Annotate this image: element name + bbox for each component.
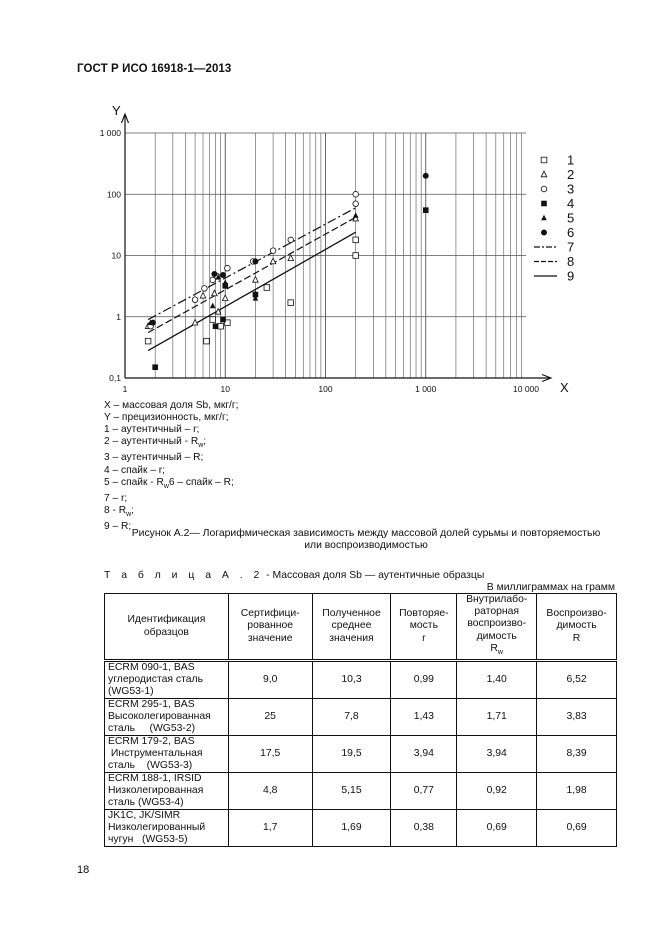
table-row	[105, 699, 617, 736]
chart-axes	[122, 114, 552, 382]
chart-legend	[534, 153, 574, 284]
document-header: ГОСТ Р ИСО 16918-1—2013	[77, 63, 232, 75]
x-axis-label: X	[560, 380, 569, 395]
reproducibility-value: 3,83	[537, 699, 617, 736]
sample-id-cell: ECRM 188-1, IRSID Низколегированная сталь (WG53-4)	[105, 773, 229, 810]
data-point-series-5	[210, 303, 216, 309]
reproducibility-value: 8,39	[537, 736, 617, 773]
header-certified: Сертифици- рованное значение	[228, 594, 312, 661]
data-point-series-1	[353, 237, 359, 243]
mean-value: 10,3	[312, 661, 391, 699]
y-tick-label: 1 000	[99, 128, 121, 138]
legend-label-5: 5	[567, 210, 575, 226]
page-number: 18	[77, 864, 90, 876]
certified-value: 9,0	[228, 661, 312, 699]
note-3: 3 – аутентичный – R;	[104, 452, 204, 464]
sample-id-cell: ECRM 090-1, BAS углеродистая сталь (WG53-1)	[105, 661, 229, 699]
repeatability-value: 0,77	[391, 773, 457, 810]
data-table	[104, 593, 617, 847]
table-caption-text: - Массовая доля Sb — аутентичные образцы	[263, 570, 485, 581]
data-point-series-4	[220, 317, 226, 323]
legend-label-1: 1	[567, 152, 575, 168]
data-point-series-1	[353, 253, 359, 259]
y-tick-label: 10	[111, 250, 121, 261]
x-tick-label: 1 000	[415, 384, 437, 394]
legend-marker-5	[541, 215, 547, 221]
reproducibility-value: 1,98	[537, 773, 617, 810]
mean-value: 1,69	[312, 810, 391, 847]
header-reproducibility: Воспроизво- димость R	[537, 594, 617, 661]
note-7: 7 – r;	[104, 492, 128, 504]
data-point-series-2	[253, 277, 259, 283]
table-row	[105, 810, 617, 847]
data-point-series-6	[220, 272, 226, 278]
data-point-series-3	[288, 237, 294, 243]
data-point-series-1	[288, 300, 294, 306]
mean-value: 7,8	[312, 699, 391, 736]
table-units: В миллиграммах на грамм	[486, 582, 615, 593]
table-body	[105, 661, 617, 847]
data-point-series-6	[252, 258, 258, 264]
intralab-value: 1,71	[457, 699, 537, 736]
chart-grid	[125, 133, 526, 378]
y-tick-label: 100	[106, 189, 121, 200]
data-point-series-6	[150, 320, 156, 326]
data-point-series-5	[222, 279, 228, 285]
chart-fit-lines	[148, 208, 356, 351]
mean-value: 5,15	[312, 773, 391, 810]
sample-id-cell: ECRM 295-1, BAS Высоколегированная сталь (WG53-2)	[105, 699, 229, 736]
repeatability-value: 3,94	[391, 736, 457, 773]
table-header-row	[105, 594, 617, 661]
x-tick-label: 1	[122, 384, 128, 394]
x-tick-label: 10 000	[513, 384, 539, 394]
table-row	[105, 773, 617, 810]
data-point-series-3	[202, 286, 208, 292]
x-tick-label: 100	[318, 384, 333, 394]
table-row	[105, 661, 617, 699]
data-point-series-2	[270, 258, 276, 264]
data-point-series-2	[200, 292, 206, 298]
figure-caption	[96, 528, 636, 553]
certified-value: 4,8	[228, 773, 312, 810]
header-mean: Полученное среднее значения	[312, 594, 391, 661]
certified-value: 17,5	[228, 736, 312, 773]
figure-notes	[104, 400, 238, 533]
sample-id-cell: JK1C, JK/SIMR Низколегированный чугун (WG53-5)	[105, 810, 229, 847]
data-point-series-4	[213, 323, 219, 329]
note-5: 5 – спайк - $R_w6$ – спайк – R;	[104, 476, 234, 490]
data-point-series-4	[423, 207, 429, 213]
note-y: Y – прецизионность, мкг/г;	[104, 412, 229, 424]
legend-marker-3	[541, 186, 547, 192]
repeatability-value: 0,38	[391, 810, 457, 847]
data-point-series-5	[353, 212, 359, 218]
data-point-series-2	[222, 295, 228, 301]
header-sample-id: Идентификация образцов	[105, 594, 229, 661]
table-title	[104, 570, 484, 581]
data-point-series-1	[218, 323, 224, 329]
header-intralab-reproducibility: Внутрилабо- раторная воспроизво- димость $R_w$	[457, 594, 537, 661]
legend-label-8: 8	[567, 254, 575, 269]
note-4: 4 – спайк – r;	[104, 464, 165, 476]
data-point-series-3	[353, 201, 359, 207]
y-tick-label: 0,1	[109, 373, 121, 383]
intralab-value: 1,40	[457, 661, 537, 699]
data-point-series-1	[210, 317, 216, 323]
data-point-series-1	[264, 285, 270, 291]
data-point-series-3	[353, 191, 359, 197]
data-point-series-2	[212, 290, 218, 296]
certified-value: 25	[228, 699, 312, 736]
y-tick-label: 1	[116, 311, 121, 322]
note-8: $8 - R_w$;	[104, 504, 134, 518]
legend-label-6: 6	[567, 225, 575, 240]
fit-line-8	[148, 217, 356, 332]
y-axis-label: Y	[112, 103, 121, 118]
intralab-value: 0,92	[457, 773, 537, 810]
legend-label-9: 9	[567, 268, 575, 284]
data-point-series-3	[270, 248, 276, 254]
reproducibility-value: 0,69	[537, 810, 617, 847]
legend-marker-4	[541, 201, 547, 207]
legend-marker-1	[541, 157, 547, 163]
legend-label-3: 3	[567, 181, 575, 197]
header-repeatability: Повторяе- мость r	[391, 594, 457, 661]
data-point-series-3	[192, 297, 198, 303]
legend-label-4: 4	[567, 196, 575, 211]
data-point-series-1	[204, 338, 210, 344]
data-point-series-1	[145, 338, 151, 344]
repeatability-value: 1,43	[391, 699, 457, 736]
table-row	[105, 736, 617, 773]
data-point-series-3	[225, 265, 231, 271]
note-x: X – массовая доля Sb, мкг/г;	[104, 400, 239, 411]
note-1: 1 – аутентичный – r;	[104, 424, 200, 436]
caption-line-1: Рисунок А.2— Логарифмическая зависимость между массовой долей сурьмы и повторяемостью	[131, 528, 601, 539]
x-tick-label: 10	[220, 384, 230, 394]
legend-label-7: 7	[567, 239, 575, 255]
chart-tick-labels	[100, 103, 569, 395]
data-point-series-6	[211, 271, 217, 277]
legend-label-2: 2	[567, 167, 575, 182]
intralab-value: 3,94	[457, 736, 537, 773]
sample-id-cell: ECRM 179-2, BAS Инструментальная сталь (WG53-3)	[105, 736, 229, 773]
reproducibility-value: 6,52	[537, 661, 617, 699]
note-2: 2 – аутентичный - $R_w$;	[104, 436, 207, 450]
certified-value: 1,7	[228, 810, 312, 847]
caption-line-2: или воспроизводимостью	[304, 540, 428, 552]
data-point-series-4	[152, 364, 158, 370]
legend-marker-2	[541, 171, 547, 177]
table-label: Т а б л и ц а А . 2	[104, 570, 264, 581]
intralab-value: 0,69	[457, 810, 537, 847]
legend-marker-6	[541, 230, 547, 236]
data-point-series-6	[423, 173, 429, 179]
repeatability-value: 0,99	[391, 661, 457, 699]
note-9: 9 – R;	[104, 520, 132, 532]
fit-line-9	[148, 232, 356, 350]
mean-value: 19,5	[312, 736, 391, 773]
